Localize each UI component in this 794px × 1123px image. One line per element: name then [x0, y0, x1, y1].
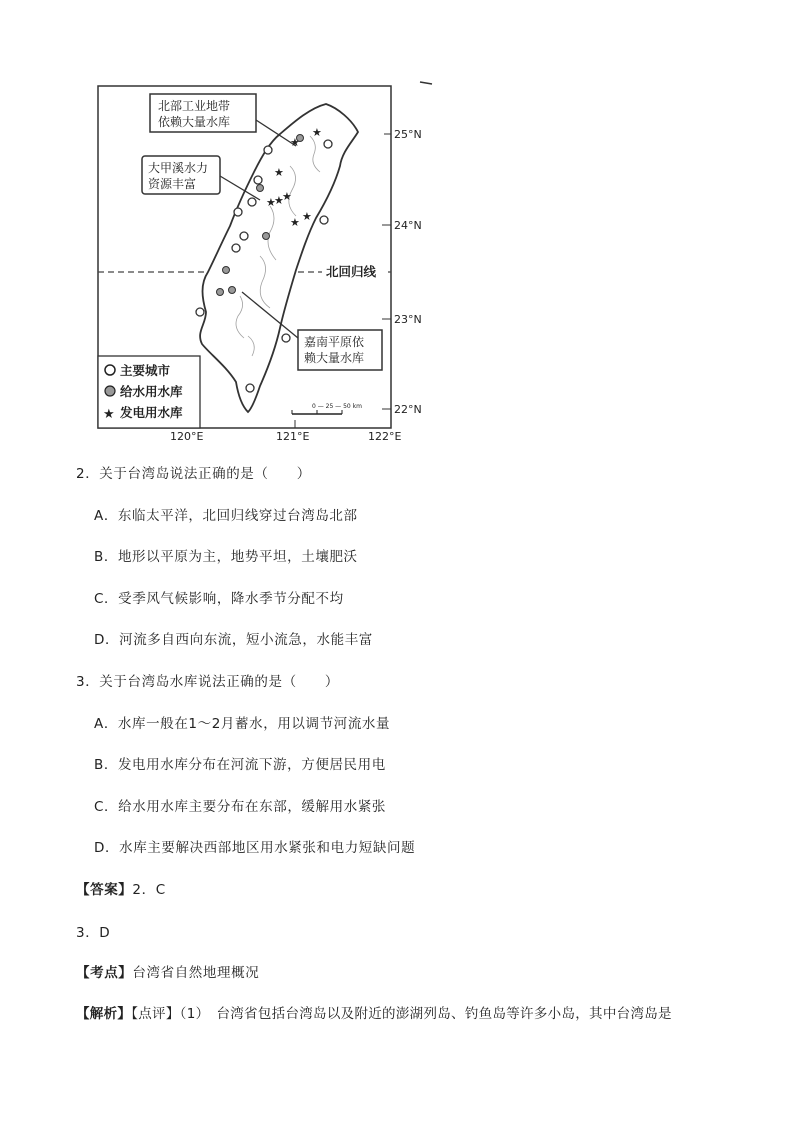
lat-label-22: 22°N [394, 403, 422, 416]
tropic-of-cancer-label: 北回归线 [326, 264, 377, 279]
jiexi-label: 【解析】 [76, 1006, 132, 1022]
kaodian-label: 【考点】 [76, 965, 133, 981]
legend-city-label: 主要城市 [120, 363, 171, 378]
jiexi-text: 【点评】（1） 台湾省包括台湾岛以及附近的澎湖列岛、钓鱼岛等许多小岛，其中台湾岛是 [131, 1006, 672, 1022]
callout-jianan-line2: 赖大量水库 [304, 351, 365, 365]
q3-option-a[interactable]: A．水库一般在1～2月蓄水，用以调节河流水量 [94, 716, 391, 732]
legend-supply-reservoir-icon [105, 386, 115, 396]
q2-option-d[interactable]: D．河流多自西向东流，短小流急，水能丰富 [94, 632, 373, 648]
q2-option-b[interactable]: B．地形以平原为主，地势平坦，土壤肥沃 [94, 549, 358, 565]
legend-city-icon [105, 365, 115, 375]
legend-supply-label: 给水用水库 [120, 384, 183, 399]
scale-bar-text: 0 — 25 — 50 km [312, 403, 362, 410]
q2-option-a[interactable]: A．东临太平洋，北回归线穿过台湾岛北部 [94, 508, 358, 524]
answer-line [76, 878, 166, 898]
callout-north-line1: 北部工业地带 [158, 99, 231, 113]
svg-text:★: ★ [274, 194, 284, 207]
svg-text:★: ★ [266, 196, 276, 209]
q2-stem: 2．关于台湾岛说法正确的是（ ） [76, 466, 311, 482]
svg-text:★: ★ [312, 126, 322, 139]
q3-stem: 3．关于台湾岛水库说法正确的是（ ） [76, 674, 339, 690]
answer-q2: 2．C [132, 882, 166, 898]
legend-power-reservoir-icon: ★ [103, 407, 115, 422]
callout-north-line2: 依赖大量水库 [158, 115, 231, 129]
lon-label-121: 121°E [276, 430, 310, 443]
kaodian-line [76, 961, 259, 981]
callout-dajia-line1: 大甲溪水力 [148, 161, 209, 175]
svg-text:★: ★ [282, 190, 292, 203]
svg-text:★: ★ [274, 166, 284, 179]
lon-label-122: 122°E [368, 430, 402, 443]
svg-text:★: ★ [290, 136, 300, 149]
q2-option-c[interactable]: C．受季风气候影响，降水季节分配不均 [94, 591, 344, 607]
svg-text:★: ★ [290, 216, 300, 229]
answer-label: 【答案】 [76, 882, 133, 898]
q3-option-b[interactable]: B．发电用水库分布在河流下游，方便居民用电 [94, 757, 386, 773]
lat-label-24: 24°N [394, 219, 422, 232]
answer-q3: 3．D [76, 925, 111, 941]
q3-option-d[interactable]: D．水库主要解决西部地区用水紧张和电力短缺问题 [94, 840, 416, 856]
jiexi-line [76, 1002, 672, 1022]
kaodian-text: 台湾省自然地理概况 [132, 965, 260, 981]
callout-dajia-line2: 资源丰富 [148, 177, 197, 191]
lat-label-23: 23°N [394, 313, 422, 326]
callout-jianan-line1: 嘉南平原依 [304, 335, 365, 349]
legend-power-label: 发电用水库 [120, 405, 183, 420]
taiwan-reservoir-map [90, 76, 450, 444]
svg-text:★: ★ [302, 210, 312, 223]
lon-label-120: 120°E [170, 430, 204, 443]
q3-option-c[interactable]: C．给水用水库主要分布在东部，缓解用水紧张 [94, 799, 387, 815]
lat-label-25: 25°N [394, 128, 422, 141]
